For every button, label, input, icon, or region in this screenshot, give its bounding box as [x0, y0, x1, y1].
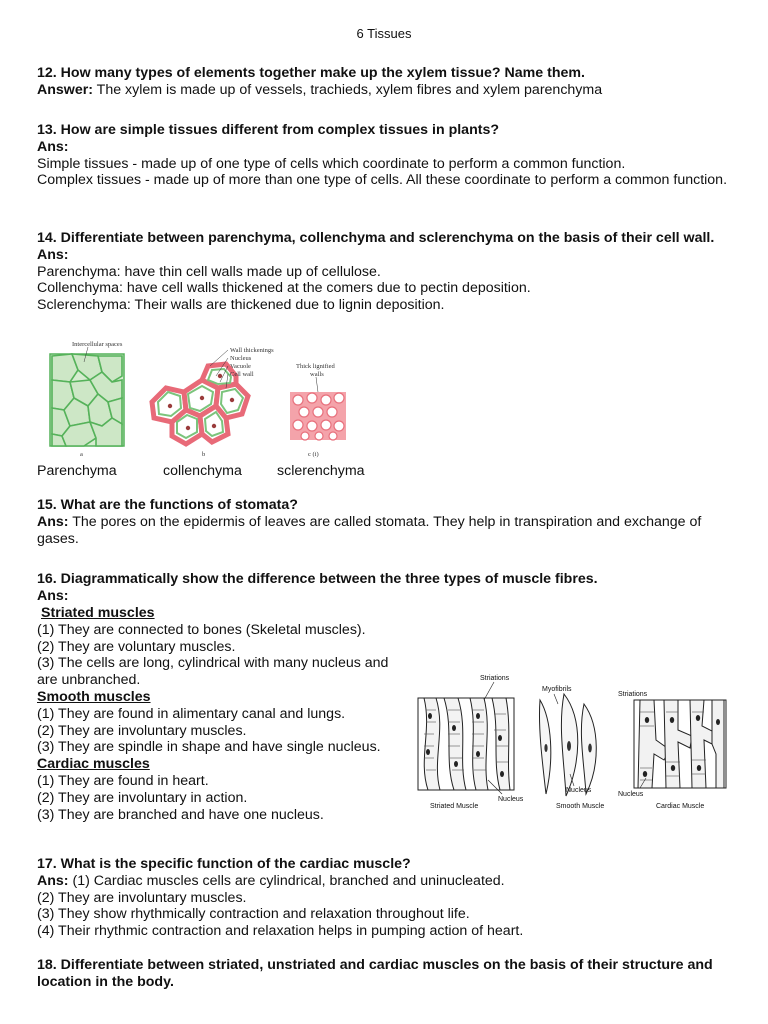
caption-striated-muscle: Striated Muscle	[430, 803, 479, 810]
parenchyma-diagram	[50, 341, 124, 458]
label-cell-wall: Cell wall	[230, 371, 254, 378]
answer-line: Sclerenchyma: Their walls are thickened due to lignin deposition.	[37, 297, 445, 314]
label-wall-thickenings: Wall thickenings	[230, 347, 274, 354]
label-striations-2: Striations	[618, 691, 648, 698]
question-18	[37, 957, 737, 991]
cardiac-heading: Cardiac muscles	[37, 756, 150, 773]
label-nucleus: Nucleus	[230, 355, 252, 362]
ans-label: Ans:	[37, 246, 69, 263]
caption-smooth-muscle: Smooth Muscle	[556, 803, 605, 810]
smooth-point: (2) They are involuntary muscles.	[37, 722, 247, 739]
label-myofibrils: Myofibrils	[542, 686, 572, 693]
label-nucleus-2: Nucleus	[566, 787, 592, 794]
striated-point: (1) They are connected to bones (Skeletal muscles).	[37, 621, 366, 638]
striated-point: (3) The cells are long, cylindrical with many nucleus and are unbranched.	[37, 655, 389, 689]
question-14	[37, 230, 737, 314]
label-vacuole: Vacuole	[230, 363, 251, 370]
label-thick-lignified: Thick lignified	[296, 363, 335, 370]
sub-label-b: b	[202, 451, 206, 458]
sub-label-a: a	[80, 451, 83, 458]
question-16	[37, 571, 737, 605]
answer-line: Collenchyma: have cell walls thickened at the comers due to pectin deposition.	[37, 280, 531, 297]
question-13	[37, 122, 737, 189]
question-15-answer	[37, 514, 737, 548]
answer-line: Complex tissues - made up of more than one type of cells. All these coordinate to perform a common function.	[37, 172, 728, 189]
label-intercellular: Intercellular spaces	[72, 341, 123, 348]
ans-label: Ans:	[37, 513, 69, 530]
caption-parenchyma: Parenchyma	[37, 463, 117, 479]
smooth-muscle-diagram	[539, 686, 604, 810]
question-17	[37, 856, 737, 940]
muscle-types-list	[37, 605, 397, 823]
ans-label: Ans:	[37, 872, 69, 889]
question-12-answer	[37, 82, 737, 99]
question-17-text: 17. What is the specific function of the cardiac muscle?	[37, 856, 411, 872]
question-13-text: 13. How are simple tissues different from complex tissues in plants?	[37, 122, 500, 138]
cardiac-muscle-diagram	[618, 691, 726, 810]
answer-line: (2) They are involuntary muscles.	[37, 889, 247, 906]
caption-collenchyma: collenchyma	[163, 463, 242, 479]
sclerenchyma-diagram	[290, 363, 346, 458]
striated-heading: Striated muscles	[41, 605, 155, 621]
question-12	[37, 65, 737, 99]
cardiac-point: (2) They are involuntary in action.	[37, 789, 248, 806]
question-15	[37, 497, 737, 547]
answer-text: (1) Cardiac muscles cells are cylindrical, branched and uninucleated.	[68, 872, 505, 889]
smooth-heading: Smooth muscles	[37, 688, 151, 705]
label-striations-1: Striations	[480, 675, 510, 682]
question-17-first-answer	[37, 873, 737, 890]
question-18-text: 18. Differentiate between striated, unstriated and cardiac muscles on the basis of their structure and location in the body.	[37, 957, 713, 990]
smooth-point: (3) They are spindle in shape and have single nucleus.	[37, 739, 381, 756]
cardiac-point: (3) They are branched and have one nucleus.	[37, 806, 324, 823]
question-16-text: 16. Diagrammatically show the difference between the three types of muscle fibres.	[37, 571, 598, 587]
answer-line: (4) Their rhythmic contraction and relaxation helps in pumping action of heart.	[37, 923, 524, 940]
answer-line: (3) They show rhythmically contraction and relaxation throughout life.	[37, 906, 470, 923]
plant-tissue-figure	[40, 336, 360, 460]
collenchyma-diagram	[152, 347, 274, 458]
striated-muscle-diagram	[418, 675, 524, 810]
label-nucleus-1: Nucleus	[498, 796, 524, 803]
answer-line: Parenchyma: have thin cell walls made up of cellulose.	[37, 263, 381, 280]
label-nucleus-3: Nucleus	[618, 791, 644, 798]
caption-cardiac-muscle: Cardiac Muscle	[656, 803, 705, 810]
caption-sclerenchyma: sclerenchyma	[277, 463, 365, 479]
question-15-text: 15. What are the functions of stomata?	[37, 497, 298, 513]
sub-label-c: c (i)	[308, 451, 319, 458]
muscle-fibres-figure	[414, 670, 734, 816]
smooth-point: (1) They are found in alimentary canal and lungs.	[37, 705, 346, 722]
ans-label: Ans:	[37, 587, 69, 604]
answer-text: The pores on the epidermis of leaves are called stomata. They help in transpiration and exchange of gases.	[37, 513, 702, 547]
striated-point: (2) They are voluntary muscles.	[37, 638, 236, 655]
answer-line: Simple tissues - made up of one type of cells which coordinate to perform a common function.	[37, 155, 626, 172]
answer-text: The xylem is made up of vessels, trachieds, xylem fibres and xylem parenchyma	[92, 81, 603, 98]
question-12-text: 12. How many types of elements together make up the xylem tissue? Name them.	[37, 65, 585, 81]
ans-label: Ans:	[37, 138, 69, 155]
cardiac-point: (1) They are found in heart.	[37, 772, 209, 789]
question-14-text: 14. Differentiate between parenchyma, collenchyma and sclerenchyma on the basis of their cell wall.	[37, 230, 715, 246]
label-walls: walls	[310, 371, 324, 378]
answer-label: Answer:	[37, 81, 93, 98]
page-header: 6 Tissues	[356, 26, 412, 41]
